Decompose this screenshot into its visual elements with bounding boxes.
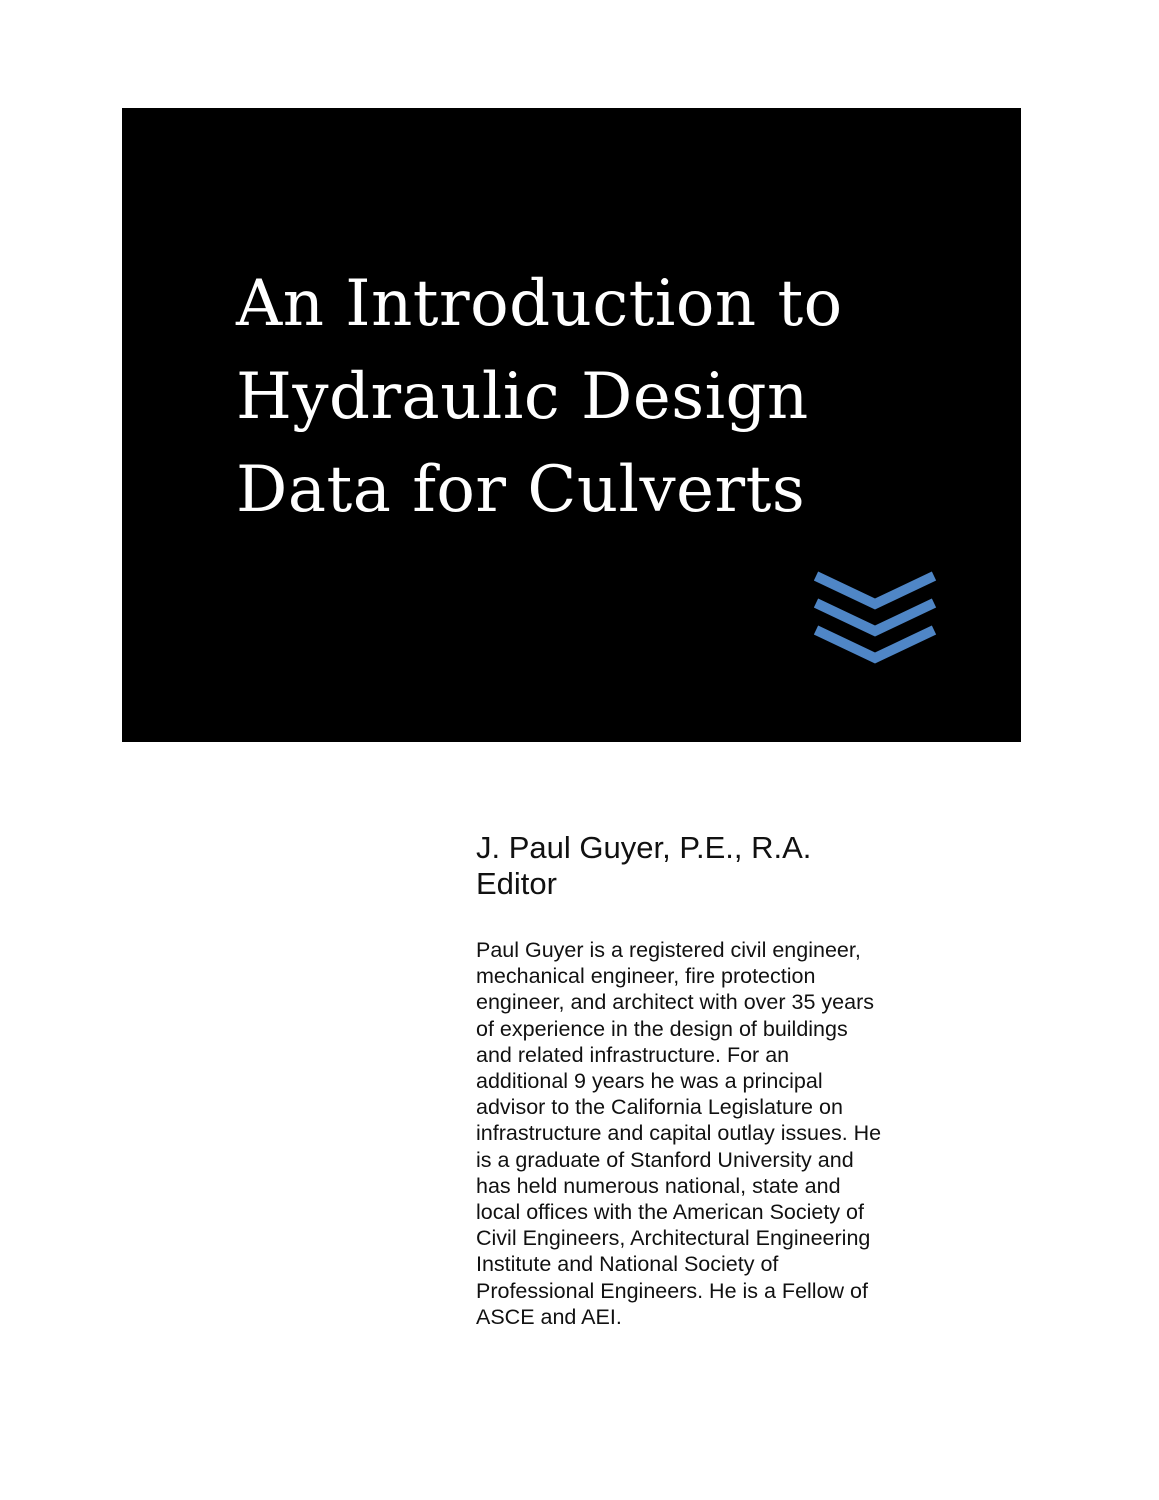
author-bio [476,937,881,1330]
triple-chevron-down-icon [814,568,938,672]
bio-line: advisor to the California Legislature on [476,1095,843,1120]
bio-line: is a graduate of Stanford University and [476,1147,854,1172]
author-name: J. Paul Guyer, P.E., R.A. [476,830,812,865]
bio-line: of experience in the design of buildings [476,1016,848,1041]
bio-line: local offices with the American Society of [476,1200,864,1225]
author-block [476,830,811,902]
title-line: An Introduction to [236,267,843,341]
bio-line: engineer, and architect with over 35 years [476,990,874,1015]
bio-line: mechanical engineer, fire protection [476,964,816,989]
bio-line: Professional Engineers. He is a Fellow of [476,1278,868,1303]
bio-line: Paul Guyer is a registered civil engineer, [476,938,861,962]
bio-line: additional 9 years he was a principal [476,1069,823,1094]
book-title [236,258,843,537]
bio-line: infrastructure and capital outlay issues. He [476,1121,882,1146]
bio-line: and related infrastructure. For an [476,1042,790,1067]
author-role: Editor [476,866,557,901]
bio-line: Institute and National Society of [476,1252,779,1277]
title-line: Hydraulic Design [236,360,809,434]
bio-line: Civil Engineers, Architectural Engineering [476,1226,871,1251]
bio-line: has held numerous national, state and [476,1173,841,1198]
bio-line: ASCE and AEI. [476,1304,622,1329]
title-line: Data for Culverts [236,453,806,527]
cover-panel [122,108,1021,742]
